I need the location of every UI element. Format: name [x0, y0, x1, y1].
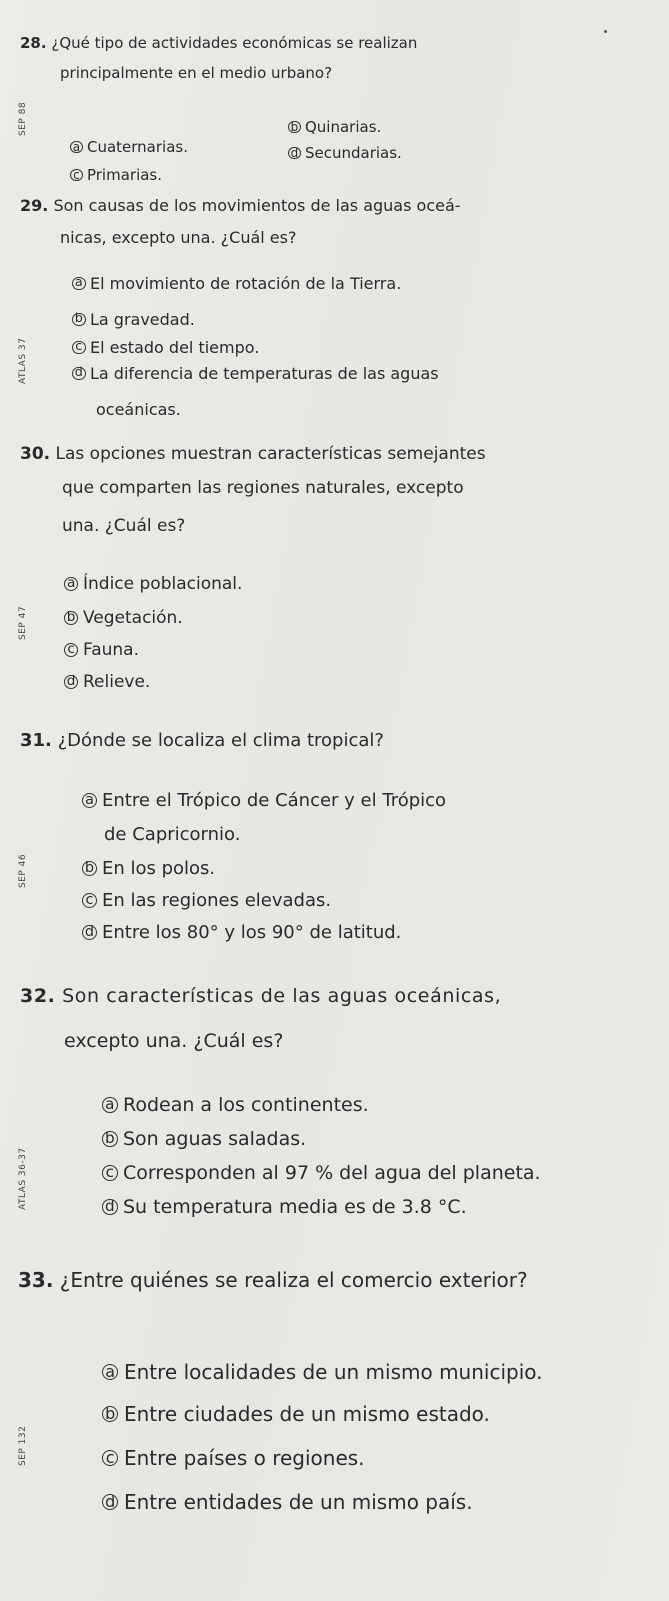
option-text: Son aguas saladas. [122, 1128, 307, 1150]
option-d[interactable] [288, 144, 402, 162]
letter-c-icon: c [102, 1165, 118, 1181]
option-b[interactable] [288, 118, 381, 136]
source-label: SEP 132 [18, 1425, 28, 1466]
option-c[interactable] [70, 166, 162, 184]
option-text: El movimiento de rotación de la Tierra. [89, 274, 402, 293]
letter-c-icon: c [64, 643, 78, 657]
letter-a-icon: a [64, 577, 78, 591]
letter-b-icon: b [102, 1406, 118, 1422]
option-c[interactable] [102, 1446, 365, 1470]
letter-c-icon: c [72, 341, 86, 355]
letter-c-icon: c [70, 169, 83, 182]
letter-d-icon: d [72, 367, 86, 381]
option-b[interactable] [102, 1128, 306, 1150]
question-number: 29. [20, 196, 49, 215]
option-b[interactable] [102, 1402, 490, 1426]
question-28-line-1 [20, 34, 417, 52]
source-label: ATLAS 37 [18, 337, 28, 384]
letter-d-icon: d [102, 1494, 118, 1510]
option-a[interactable] [64, 574, 242, 594]
option-d[interactable] [102, 1196, 467, 1218]
option-text: Entre el Trópico de Cáncer y el Trópico [101, 790, 447, 811]
question-30-line-3: una. ¿Cuál es? [62, 516, 186, 536]
option-b[interactable] [72, 310, 195, 329]
option-text: La gravedad. [89, 310, 195, 329]
question-30-line-1 [20, 444, 486, 464]
option-c[interactable] [72, 338, 259, 357]
option-text: Corresponden al 97 % del agua del planeta. [122, 1162, 541, 1184]
option-text: Índice poblacional. [82, 574, 243, 594]
question-number: 30. [20, 444, 51, 464]
letter-b-icon: b [64, 611, 78, 625]
letter-d-icon: d [82, 925, 97, 940]
option-text: Vegetación. [82, 608, 183, 628]
option-text: Entre ciudades de un mismo estado. [123, 1402, 490, 1426]
option-text: Entre países o regiones. [123, 1446, 365, 1470]
option-b[interactable] [82, 858, 215, 879]
letter-c-icon: c [102, 1450, 118, 1466]
option-a[interactable] [70, 138, 188, 156]
letter-d-icon: d [64, 675, 78, 689]
option-d[interactable] [82, 922, 401, 943]
option-b[interactable] [64, 608, 183, 628]
letter-a-icon: a [102, 1097, 118, 1113]
option-d[interactable] [64, 672, 150, 692]
option-text: Rodean a los continentes. [122, 1094, 369, 1116]
option-text: Entre entidades de un mismo país. [123, 1490, 473, 1514]
letter-b-icon: b [102, 1131, 118, 1147]
letter-a-icon: a [82, 793, 97, 808]
question-32-line-2: excepto una. ¿Cuál es? [64, 1030, 284, 1052]
option-a[interactable] [102, 1360, 543, 1384]
speck [604, 30, 607, 33]
question-28-line-2: principalmente en el medio urbano? [60, 64, 333, 82]
question-text: Son causas de los movimientos de las aguas oceá- [53, 196, 461, 215]
option-text: Entre los 80° y los 90° de latitud. [101, 922, 402, 943]
question-text: ¿Entre quiénes se realiza el comercio exterior? [59, 1268, 528, 1292]
letter-d-icon: d [102, 1199, 118, 1215]
option-text: Entre localidades de un mismo municipio. [123, 1360, 543, 1384]
source-label: ATLAS 36-37 [18, 1147, 28, 1210]
letter-c-icon: c [82, 893, 97, 908]
question-number: 33. [18, 1268, 54, 1292]
source-label: SEP 47 [18, 605, 28, 640]
option-text: Quinarias. [304, 118, 382, 136]
source-label: SEP 88 [18, 101, 28, 136]
question-number: 28. [20, 34, 47, 52]
option-text: Su temperatura media es de 3.8 °C. [122, 1196, 467, 1218]
option-d[interactable] [72, 364, 439, 383]
question-29-line-2: nicas, excepto una. ¿Cuál es? [60, 228, 297, 247]
option-d[interactable] [102, 1490, 473, 1514]
option-text: Primarias. [86, 166, 163, 184]
question-33-line-1 [18, 1268, 528, 1292]
option-d-continuation: oceánicas. [96, 400, 181, 419]
letter-d-icon: d [288, 147, 301, 160]
option-text: Relieve. [82, 672, 151, 692]
option-c[interactable] [102, 1162, 541, 1184]
question-30-line-2: que comparten las regiones naturales, excepto [62, 478, 464, 498]
option-c[interactable] [64, 640, 139, 660]
option-a-continuation: de Capricornio. [104, 824, 241, 845]
question-32-line-1 [20, 985, 501, 1007]
question-29-line-1 [20, 196, 461, 215]
question-number: 32. [20, 985, 56, 1007]
source-label: SEP 46 [18, 853, 28, 888]
option-text: Cuaternarias. [86, 138, 188, 156]
letter-b-icon: b [288, 121, 301, 134]
question-text: ¿Dónde se localiza el clima tropical? [57, 730, 384, 751]
letter-a-icon: a [72, 277, 86, 291]
option-text: En los polos. [101, 858, 216, 879]
question-31-line-1 [20, 730, 384, 751]
question-number: 31. [20, 730, 52, 751]
question-text: Las opciones muestran características semejantes [55, 444, 486, 464]
option-text: La diferencia de temperaturas de las aguas [89, 364, 439, 383]
option-a[interactable] [72, 274, 401, 293]
option-a[interactable] [82, 790, 446, 811]
letter-b-icon: b [72, 313, 86, 327]
letter-a-icon: a [102, 1364, 118, 1380]
option-text: Secundarias. [304, 144, 402, 162]
question-text: ¿Qué tipo de actividades económicas se realizan [51, 34, 418, 52]
option-text: En las regiones elevadas. [101, 890, 332, 911]
question-text: Son características de las aguas oceánicas, [62, 985, 502, 1007]
option-text: El estado del tiempo. [89, 338, 260, 357]
option-c[interactable] [82, 890, 331, 911]
option-a[interactable] [102, 1094, 369, 1116]
letter-a-icon: a [70, 141, 83, 154]
option-text: Fauna. [82, 640, 139, 660]
letter-b-icon: b [82, 861, 97, 876]
